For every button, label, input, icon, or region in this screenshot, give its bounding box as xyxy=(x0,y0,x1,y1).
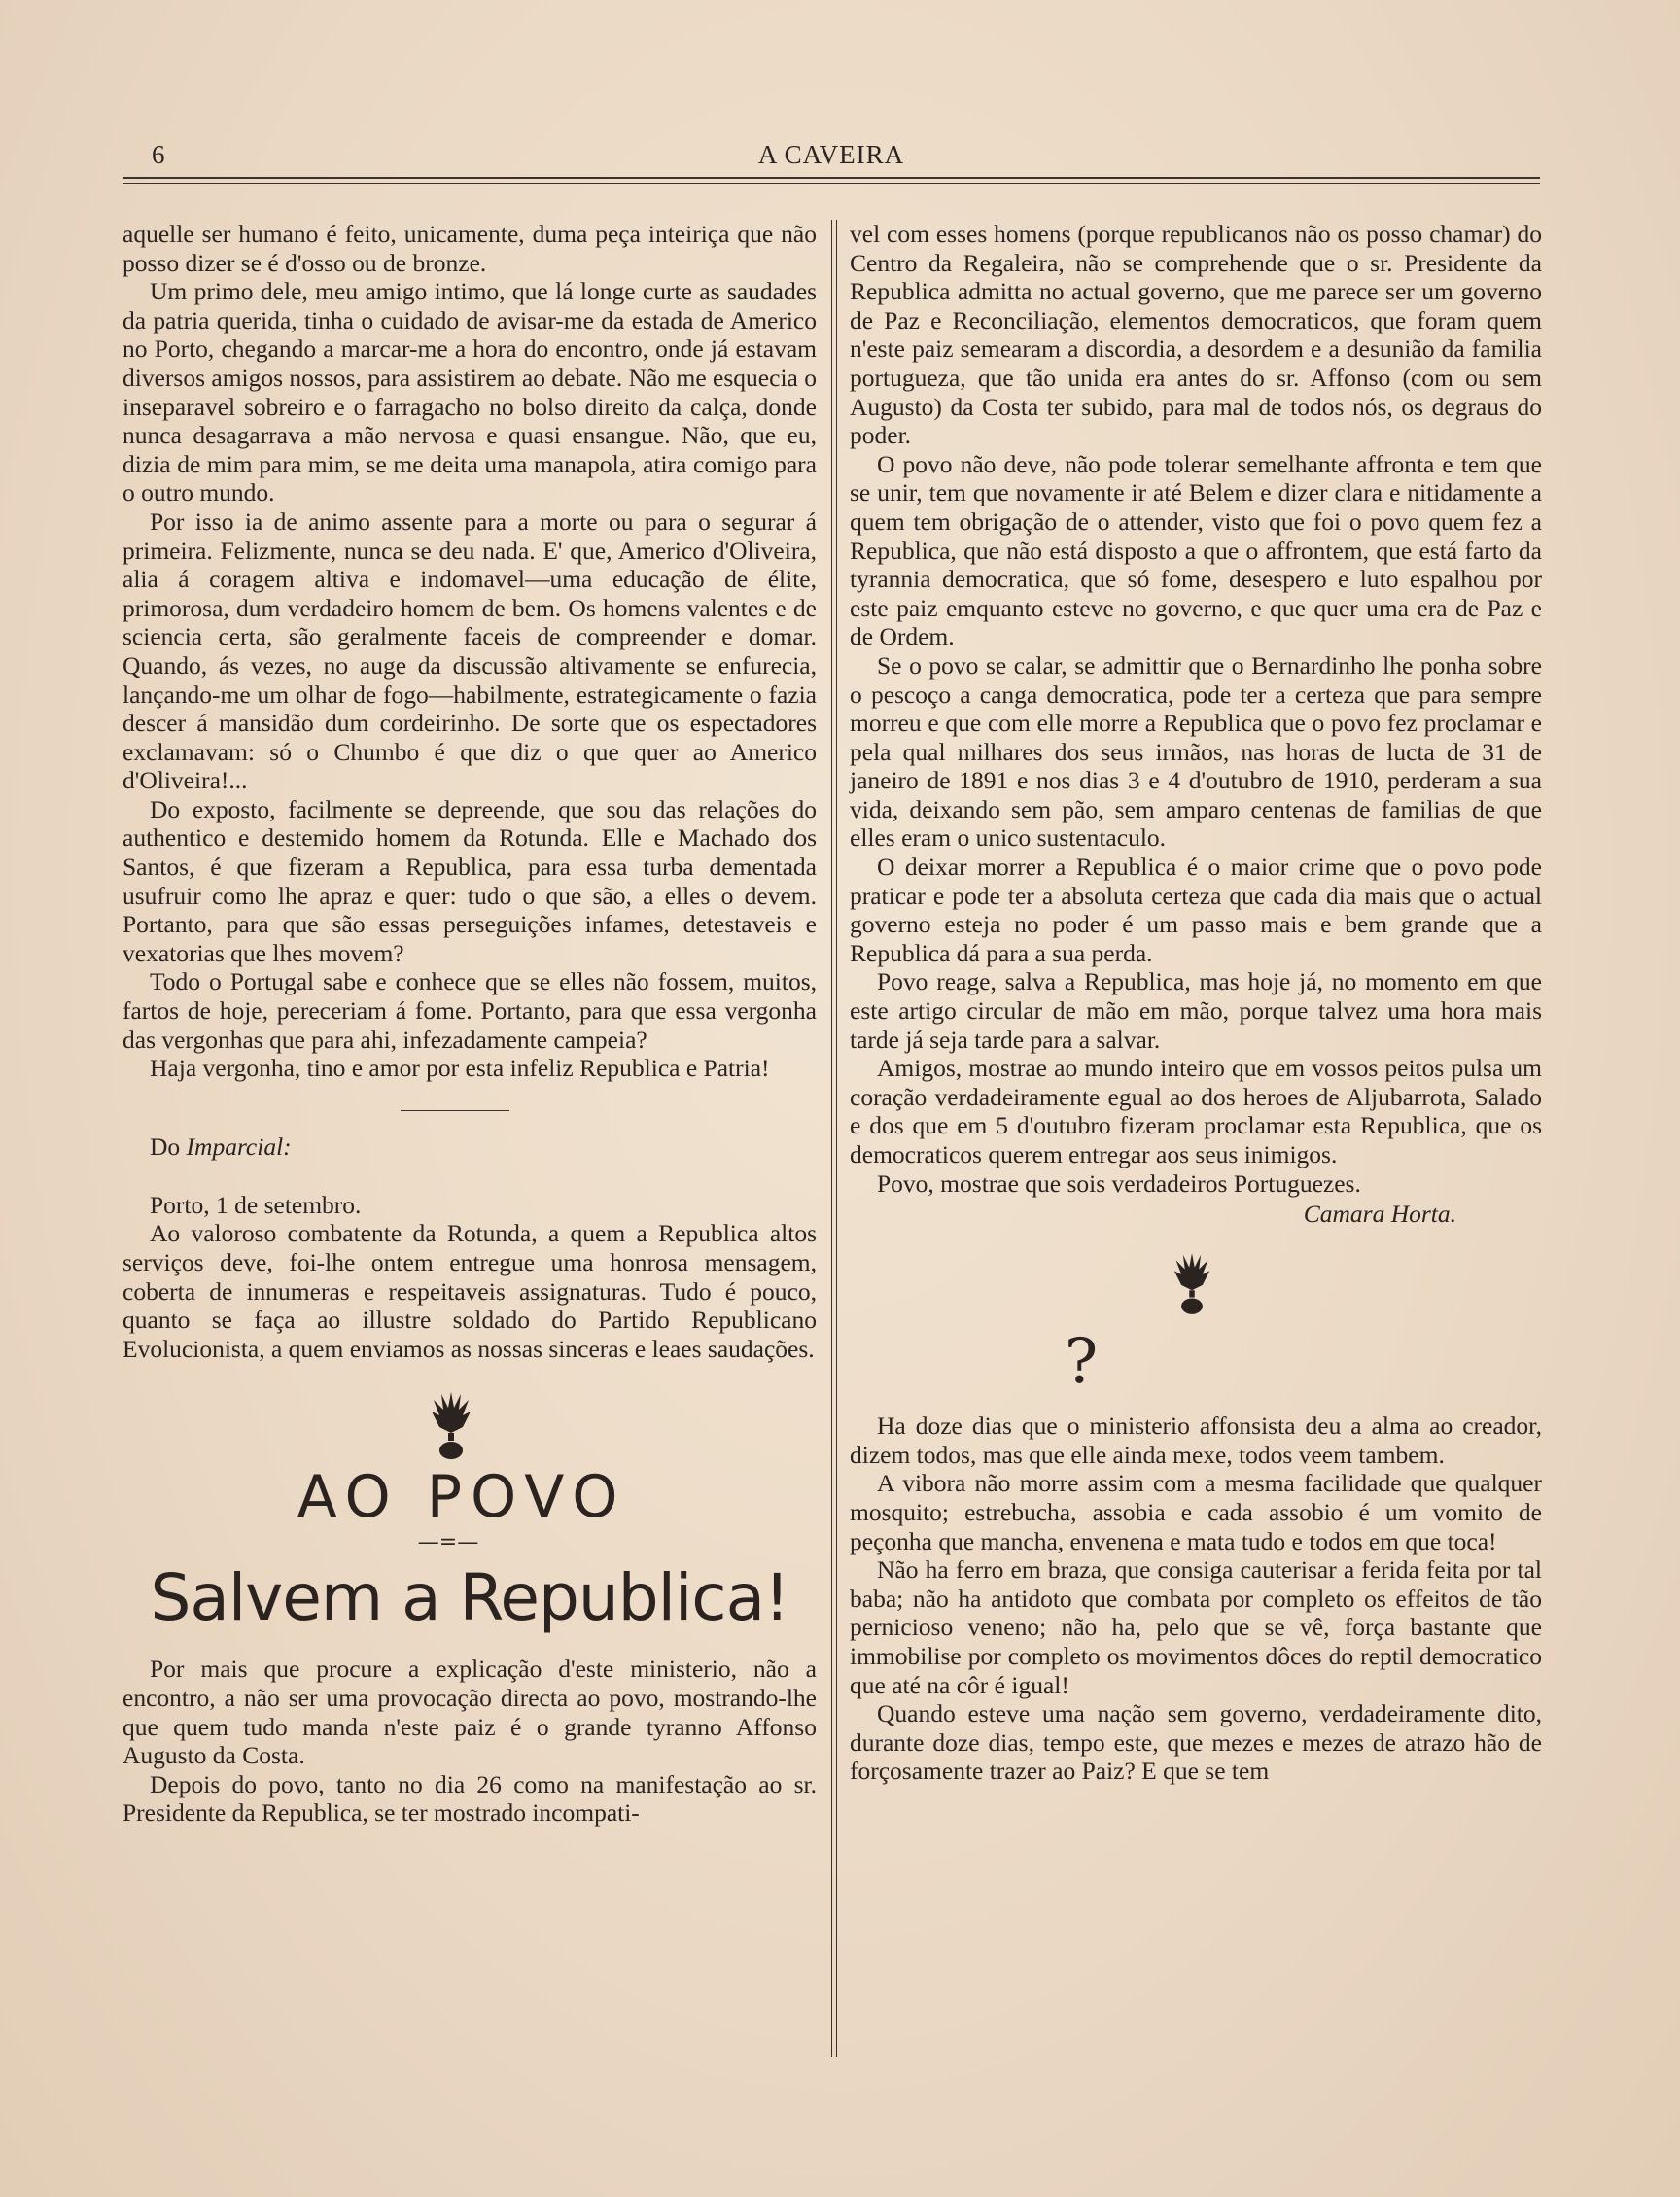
section-separator xyxy=(401,1110,509,1111)
paragraph: vel com esses homens (porque republicanos não os posso chamar) do Centro da Regaleira, não se comprehende que o sr. Presidente da Republica admitta no actual governo, que me parece ser um governo de Paz e Reconciliação, elementos democraticos, que foram quem n'este paiz semearam a discordia, a desordem e a desunião da familia portugueza, que tão unida era antes do sr. Affonso (com ou sem Augusto) da Costa ter subido, para mal de todos nós, os degraus do poder. xyxy=(850,220,1542,450)
paragraph: Amigos, mostrae ao mundo inteiro que em vossos peitos pulsa um coração verdadeiramente egual ao dos heroes de Aljubarrota, Salado e dos que em 5 d'outubro fizeram proclamar esta Republica, que os democraticos querem entregar aos seus inimigos. xyxy=(850,1054,1542,1168)
newspaper-title: A CAVEIRA xyxy=(757,140,905,169)
paragraph: Um primo dele, meu amigo intimo, que lá longe curte as saudades da patria querida, tinha o cuidado de avisar-me da estada de Americo no Porto, chegando a marcar-me a hora do encontro, onde já estavam diversos amigos nossos, para assistirem ao debate. Não me esquecia o inseparavel sobreiro e o farragacho no bolso direito da calça, donde nunca desagarrava a mão nervosa e quasi ensangue. Não, que eu, dizia de mim para mim, se me deita uma manapola, atira comigo para o outro mundo. xyxy=(122,277,817,507)
page-header xyxy=(122,140,1540,179)
paragraph: A vibora não morre assim com a mesma facilidade que qualquer mosquito; estrebucha, assobia e cada assobio é um vomito de peçonha que mancha, envenena e mata tudo e todos em que toca! xyxy=(850,1469,1542,1555)
paragraph: Haja vergonha, tino e amor por esta infeliz Republica e Patria! xyxy=(150,1054,770,1083)
column-divider xyxy=(831,220,832,2057)
paragraph: Ha doze dias que o ministerio affonsista deu a alma ao creador, dizem todos, mas que elle ainda mexe, todos veem tambem. xyxy=(850,1412,1542,1469)
paragraph: Povo, mostrae que sois verdadeiros Portuguezes. xyxy=(877,1168,1361,1198)
headline-salvem-a-republica: Salvem a Republica! xyxy=(150,1560,789,1636)
dateline: Porto, 1 de setembro. xyxy=(150,1190,362,1219)
right-column xyxy=(850,220,1542,1786)
paragraph: Povo reage, salva a Republica, mas hoje já, no momento em que este artigo circular de mão em mão, porque talvez uma hora mais tarde já seja tarde para a salvar. xyxy=(850,967,1542,1054)
paragraph: O deixar morrer a Republica é o maior crime que o povo pode praticar e pode ter a absoluta certeza que cada dia mais que o actual governo esteja no poder é um passo mais e bem grande que a Republica dá para a sua perda. xyxy=(850,853,1542,967)
question-mark-ornament: ? xyxy=(1064,1326,1099,1399)
source-name: Imparcial: xyxy=(186,1132,292,1161)
source-line xyxy=(150,1133,817,1162)
paragraph: O povo não deve, não pode tolerar semelhante affronta e tem que se unir, tem que novamente ir até Belem e dizer clara e nitidamente a quem tem obrigação de o attender, visto que foi o povo quem fez a Republica, que não está disposto a que o affrontem, que está farto da tyrannia democratica, que só fome, desespero e luto espalhou por este paiz emquanto esteve no governo, e que quer uma era de Paz e de Ordem. xyxy=(850,449,1542,651)
left-column xyxy=(122,220,817,1828)
paragraph: Não ha ferro em braza, que consiga cauterisar a ferida feita por tal baba; não ha antidoto que combata por completo os effeitos de tão pernicioso veneno; não ha, pelo que se vê, força bastante que immobilise por completo os movimentos dôces do reptil democratico que até na côr é igual! xyxy=(850,1555,1542,1699)
header-rule xyxy=(122,177,1540,179)
paragraph: Por isso ia de animo assente para a morte ou para o segurar á primeira. Felizmente, nunca se deu nada. E' que, Americo d'Oliveira, alia á coragem altiva e indomavel—uma educação de élite, primorosa, dum verdadeiro homem de bem. Os homens valentes e de sciencia certa, são geralmente faceis de compreender e domar. Quando, ás vezes, no auge da discussão altivamente se enfurecia, lançando-me um olhar de fogo—habilmente, estrategicamente o fazia descer á mansidão dum cordeirinho. De sorte que os espectadores exclamavam: só o Chumbo é que diz o que quer ao Americo d'Oliveira!... xyxy=(122,506,817,795)
column-divider-inner xyxy=(836,220,837,2057)
paragraph: aquelle ser humano é feito, unicamente, duma peça inteiriça que não posso dizer se é d'osso ou de bronze. xyxy=(122,220,817,277)
paragraph: Quando esteve uma nação sem governo, verdadeiramente dito, durante doze dias, tempo este, que mezes e mezes de atrazo hão de forçosamente trazer ao Paiz? E que se tem xyxy=(850,1699,1542,1786)
page-number: 6 xyxy=(152,140,166,169)
paragraph: Depois do povo, tanto no dia 26 como na manifestação ao sr. Presidente da Republica, se ter mostrado incompati- xyxy=(122,1769,817,1828)
paragraph: Se o povo se calar, se admittir que o Bernardinho lhe ponha sobre o pescoço a canga democratica, pode ter a certeza que para sempre morreu e que com elle morre a Republica que o povo fez proclamar e pela qual milhares dos seus irmãos, nas horas de lucta de 31 de janeiro de 1891 e nos dias 3 e 4 d'outubro de 1910, perderam a sua vida, deixando sem pão, sem amparo centenas de familias de que elles eram o unico sustentaculo. xyxy=(850,650,1542,853)
fleuron-ornament-icon xyxy=(1172,1248,1211,1318)
paragraph: Ao valoroso combatente da Rotunda, a quem a Republica altos serviços deve, foi-lhe ontem entregue uma honrosa mensagem, coberta de innumeras e respeitaveis assignaturas. Tudo é pouco, quanto se faça ao illustre soldado do Partido Republicano Evolucionista, a quem enviamos as nossas sinceras e leaes saudações. xyxy=(122,1219,817,1363)
paragraph: Todo o Portugal sabe e conhece que se elles não fossem, muitos, fartos de hoje, pereceriam á fome. Portanto, para que essa vergonha das vergonhas que para ahi, infezadamente campeia? xyxy=(122,967,817,1054)
signature: Camara Horta. xyxy=(1303,1200,1456,1229)
source-label: Do xyxy=(150,1132,187,1161)
paragraph: Do exposto, facilmente se depreende, que sou das relações do authentico e destemido homem da Rotunda. Elle e Machado dos Santos, é que fizeram a Republica, para essa turba dementada usufruir como lhe apraz e quer: tudo o que são, a elles o devem. Portanto, para que são essas perseguições infames, detestaveis e vexatorias que lhes movem? xyxy=(122,794,817,967)
header-rule-thin xyxy=(122,183,1540,184)
headline-dashes: —=— xyxy=(417,1530,479,1555)
paragraph: Por mais que procure a explicação d'este ministerio, não a encontro, a não ser uma provocação directa ao povo, mostrando-lhe que quem tudo manda n'este paiz é o grande tyranno Affonso Augusto da Costa. xyxy=(122,1655,817,1770)
fleuron-ornament-icon xyxy=(430,1388,472,1462)
headline-ao-povo: AO POVO xyxy=(297,1463,627,1532)
